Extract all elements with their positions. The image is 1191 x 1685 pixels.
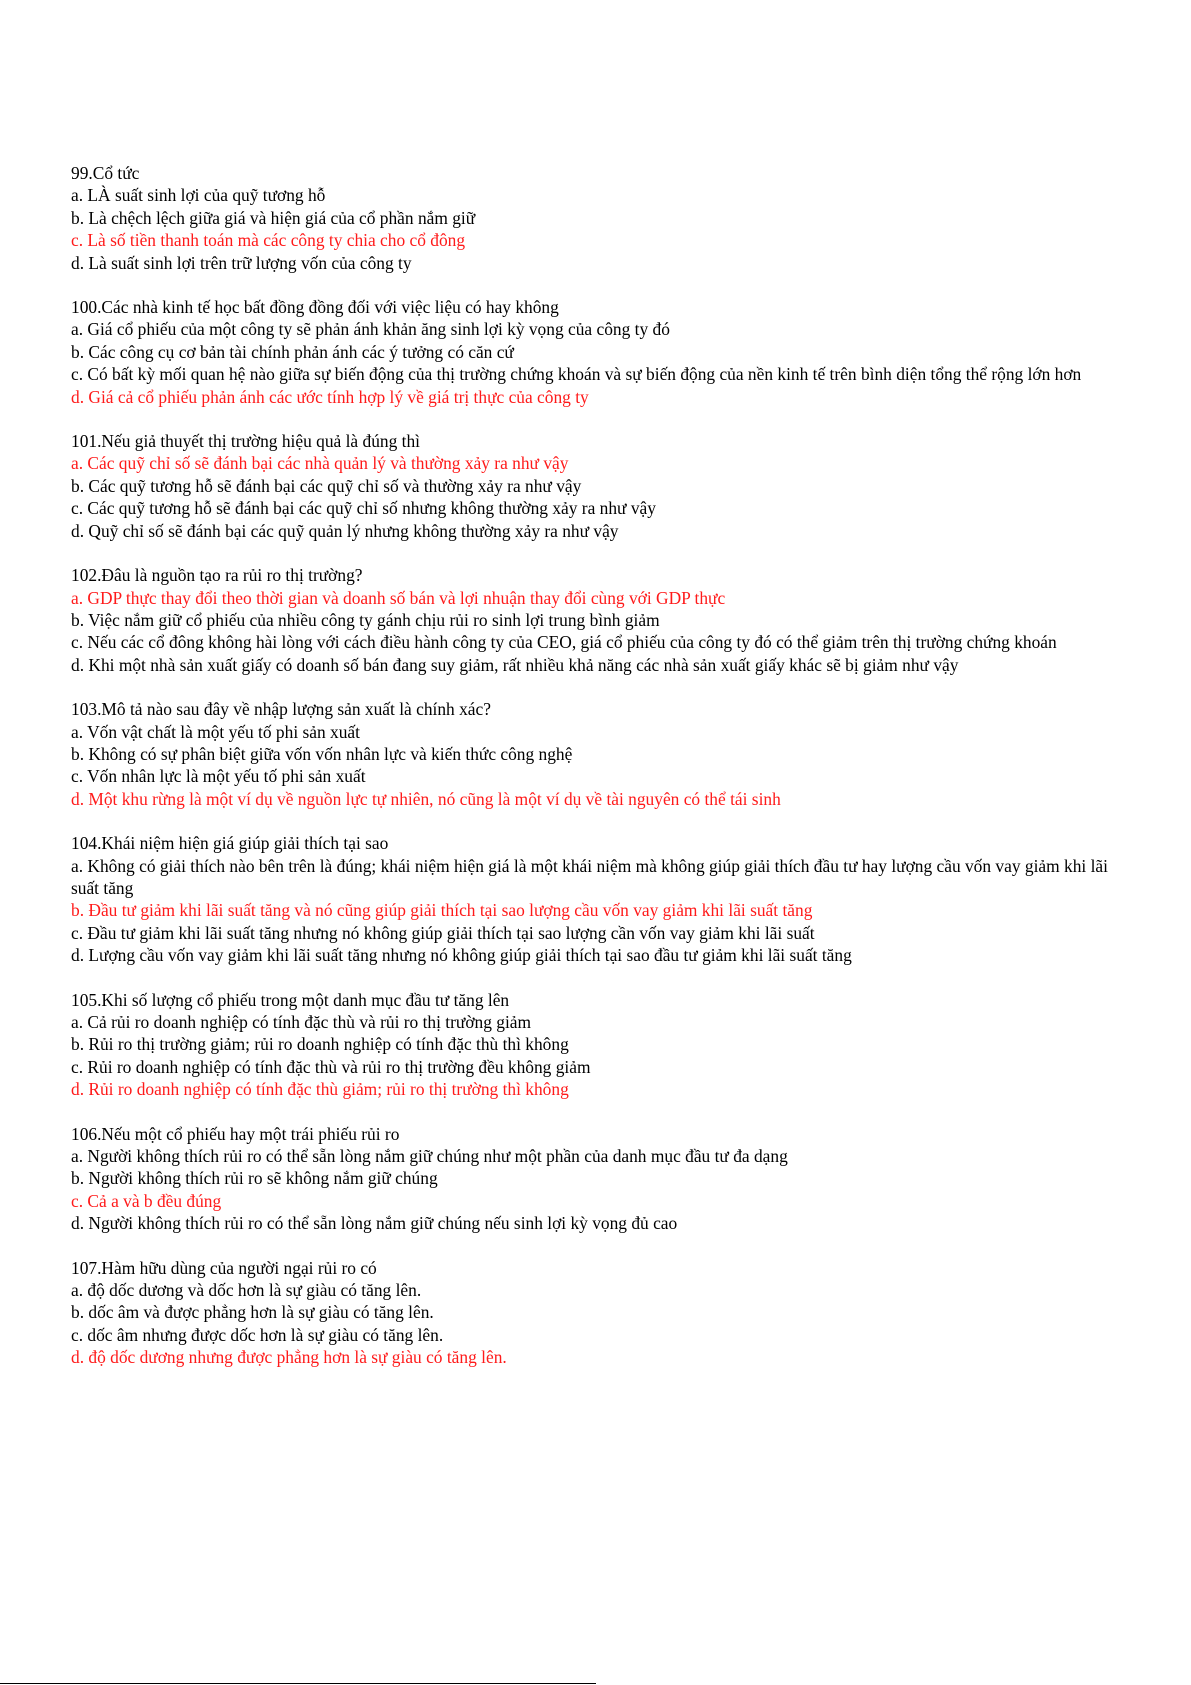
answer-option: b. dốc âm và được phẳng hơn là sự giàu có tăng lên. xyxy=(71,1302,434,1323)
answer-option-correct: c. Cả a và b đều đúng xyxy=(71,1190,222,1211)
answer-option: c. Nếu các cổ đông không hài lòng với cách điều hành công ty của CEO, giá cổ phiếu của công ty đó có thể giảm trên thị trường chứng khoán xyxy=(71,632,1057,653)
answer-option: c. Có bất kỳ mối quan hệ nào giữa sự biến động của thị trường chứng khoán và sự biến động của nền kinh tế trên bình diện tổng thể rộng lớn hơn xyxy=(71,364,1082,385)
question-block xyxy=(71,564,1111,676)
question-block xyxy=(71,698,1111,810)
question-stem: 107.Hàm hữu dùng của người ngại rủi ro có xyxy=(71,1257,377,1278)
answer-option: a. Giá cổ phiếu của một công ty sẽ phản ánh khản ăng sinh lợi kỳ vọng của công ty đó xyxy=(71,319,670,340)
answer-option-correct: d. Một khu rừng là một ví dụ về nguồn lực tự nhiên, nó cũng là một ví dụ về tài nguyên có thể tái sinh xyxy=(71,788,781,809)
answer-option: a. Không có giải thích nào bên trên là đúng; khái niệm hiện giá là một khái niệm mà không giúp giải thích đầu tư hay lượng cầu vốn vay giảm khi lãi suất tăng xyxy=(71,855,1108,898)
question-list xyxy=(71,162,1111,1369)
question-stem: 106.Nếu một cổ phiếu hay một trái phiếu rủi ro xyxy=(71,1123,400,1144)
question-stem: 100.Các nhà kinh tế học bất đồng đồng đối với việc liệu có hay không xyxy=(71,297,559,318)
question-block xyxy=(71,430,1111,542)
answer-option: a. LÀ suất sinh lợi của quỹ tương hỗ xyxy=(71,185,326,206)
answer-option: a. độ dốc dương và dốc hơn là sự giàu có tăng lên. xyxy=(71,1280,422,1301)
answer-option: d. Lượng cầu vốn vay giảm khi lãi suất tăng nhưng nó không giúp giải thích tại sao đầu tư giảm khi lãi suất tăng xyxy=(71,945,852,966)
answer-option: b. Việc nắm giữ cổ phiếu của nhiều công ty gánh chịu rủi ro sinh lợi trung bình giảm xyxy=(71,609,660,630)
answer-option-correct: c. Là số tiền thanh toán mà các công ty chia cho cổ đông xyxy=(71,230,466,251)
question-block xyxy=(71,989,1111,1101)
answer-option: b. Các công cụ cơ bản tài chính phản ánh các ý tưởng có căn cứ xyxy=(71,341,514,362)
question-block xyxy=(71,1257,1111,1369)
question-block xyxy=(71,296,1111,408)
answer-option: a. Vốn vật chất là một yếu tố phi sản xuất xyxy=(71,721,360,742)
question-stem: 103.Mô tả nào sau đây về nhập lượng sản xuất là chính xác? xyxy=(71,699,491,720)
answer-option: a. Người không thích rủi ro có thể sẵn lòng nắm giữ chúng như một phần của danh mục đầu tư đa dạng xyxy=(71,1146,788,1167)
question-block xyxy=(71,832,1111,966)
answer-option: a. Cả rủi ro doanh nghiệp có tính đặc thù và rủi ro thị trường giảm xyxy=(71,1012,532,1032)
question-stem: 105.Khi số lượng cổ phiếu trong một danh mục đầu tư tăng lên xyxy=(71,989,510,1010)
answer-option-correct: d. độ dốc dương nhưng được phẳng hơn là sự giàu có tăng lên. xyxy=(71,1347,507,1368)
answer-option: b. Các quỹ tương hỗ sẽ đánh bại các quỹ chỉ số và thường xảy ra như vậy xyxy=(71,475,582,496)
answer-option: c. Vốn nhân lực là một yếu tố phi sản xuất xyxy=(71,766,366,787)
answer-option-correct: a. Các quỹ chỉ số sẽ đánh bại các nhà quản lý và thường xảy ra như vậy xyxy=(71,453,569,474)
question-stem: 99.Cổ tức xyxy=(71,163,140,183)
page-bottom-rule xyxy=(0,1683,596,1684)
answer-option: b. Không có sự phân biệt giữa vốn vốn nhân lực và kiến thức công nghệ xyxy=(71,743,573,764)
answer-option: b. Rủi ro thị trường giảm; rủi ro doanh nghiệp có tính đặc thù thì không xyxy=(71,1034,569,1055)
question-stem: 102.Đâu là nguồn tạo ra rủi ro thị trường? xyxy=(71,565,363,586)
answer-option-correct: d. Giá cả cổ phiếu phản ánh các ước tính hợp lý về giá trị thực của công ty xyxy=(71,386,589,407)
answer-option: b. Là chệch lệch giữa giá và hiện giá của cổ phần nắm giữ xyxy=(71,207,476,228)
answer-option: d. Quỹ chỉ số sẽ đánh bại các quỹ quản lý nhưng không thường xảy ra như vậy xyxy=(71,520,619,541)
question-stem: 104.Khái niệm hiện giá giúp giải thích tại sao xyxy=(71,833,389,854)
document-page xyxy=(71,162,1111,1391)
answer-option-correct: a. GDP thực thay đổi theo thời gian và doanh số bán và lợi nhuận thay đổi cùng với GDP thực xyxy=(71,587,726,608)
answer-option: d. Là suất sinh lợi trên trữ lượng vốn của công ty xyxy=(71,252,412,273)
answer-option: c. dốc âm nhưng được dốc hơn là sự giàu có tăng lên. xyxy=(71,1324,444,1345)
answer-option: c. Các quỹ tương hỗ sẽ đánh bại các quỹ chỉ số nhưng không thường xảy ra như vậy xyxy=(71,498,656,519)
answer-option: c. Đầu tư giảm khi lãi suất tăng nhưng nó không giúp giải thích tại sao lượng cần vốn vay giảm khi lãi suất xyxy=(71,922,815,943)
answer-option-correct: b. Đầu tư giảm khi lãi suất tăng và nó cũng giúp giải thích tại sao lượng cầu vốn vay giảm khi lãi suất tăng xyxy=(71,900,813,921)
question-stem: 101.Nếu giả thuyết thị trường hiệu quả là đúng thì xyxy=(71,431,420,452)
question-block xyxy=(71,1123,1111,1235)
answer-option: c. Rủi ro doanh nghiệp có tính đặc thù và rủi ro thị trường đều không giảm xyxy=(71,1056,591,1077)
answer-option: d. Khi một nhà sản xuất giấy có doanh số bán đang suy giảm, rất nhiều khả năng các nhà sản xuất giấy khác sẽ bị giảm như vậy xyxy=(71,654,959,675)
answer-option-correct: d. Rủi ro doanh nghiệp có tính đặc thù giảm; rủi ro thị trường thì không xyxy=(71,1079,569,1100)
answer-option: b. Người không thích rủi ro sẽ không nắm giữ chúng xyxy=(71,1168,438,1189)
question-block xyxy=(71,162,1111,274)
answer-option: d. Người không thích rủi ro có thể sẵn lòng nắm giữ chúng nếu sinh lợi kỳ vọng đủ cao xyxy=(71,1213,678,1234)
